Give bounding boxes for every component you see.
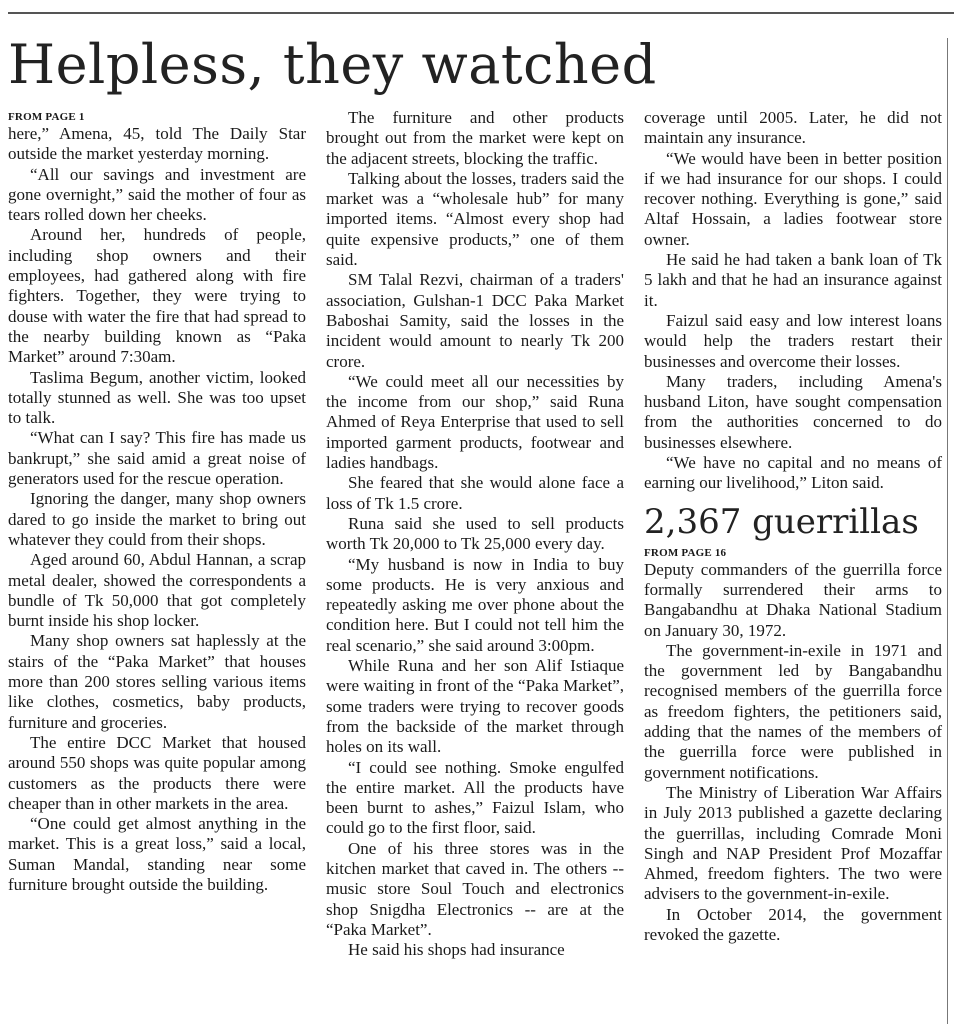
paragraph: Many shop owners sat haplessly at the stairs of the “Paka Market” that houses more than 200 stores selling various items like clothes, cosmetics, baby products, furniture and groceries. [8,631,306,732]
paragraph: The entire DCC Market that housed around 550 shops was quite popular among customers as the products there were cheaper than in other markets in the area. [8,732,306,813]
paragraph: Runa said she used to sell products worth Tk 20,000 to Tk 25,000 every day. [326,513,624,554]
article-column-3 [644,108,942,945]
jump-from-label: FROM PAGE 1 [8,111,85,123]
right-column-rule [947,38,948,1024]
paragraph: “We could meet all our necessities by the income from our shop,” said Runa Ahmed of Reya Enterprise that used to sell imported garment products, footwear and ladies handbags. [326,371,624,473]
paragraph: While Runa and her son Alif Istiaque were waiting in front of the “Paka Market”, some traders were trying to recover goods from the backside of the market through holes on its wall. [326,656,624,757]
paragraph: The Ministry of Liberation War Affairs in July 2013 published a gazette declaring the guerrillas, including Comrade Moni Singh and NAP President Prof Mozaffar Ahmed, freedom fighters. The two were advisers to the government-in-exile. [644,782,942,904]
paragraph: He said his shops had insurance [348,940,565,960]
paragraph: “We would have been in better position if we had insurance for our shops. I could recover nothing. Everything is gone,” said Altaf Hossain, a ladies footwear store owner. [644,148,942,249]
paragraph: Aged around 60, Abdul Hannan, a scrap metal dealer, showed the correspondents a bundle of Tk 50,000 that got completely burnt inside his shop locker. [8,550,306,631]
paragraph: “What can I say? This fire has made us bankrupt,” she said amid a great noise of generators used for the rescue operation. [8,428,306,489]
paragraph: SM Talal Rezvi, chairman of a traders' association, Gulshan-1 DCC Paka Market Baboshai Samity, said the losses in the incident would amount to nearly Tk 200 crore. [326,270,624,371]
paragraph: here,” Amena, 45, told The Daily Star outside the market yesterday morning. [8,124,306,164]
paragraph: “All our savings and investment are gone overnight,” said the mother of four as tears rolled down her cheeks. [8,164,306,225]
paragraph: She feared that she would alone face a loss of Tk 1.5 crore. [326,473,624,513]
paragraph: Taslima Begum, another victim, looked totally stunned as well. She was too upset to talk. [8,367,306,428]
paragraph: “We have no capital and no means of earning our livelihood,” Liton said. [644,453,942,493]
paragraph: Faizul said easy and low interest loans would help the traders restart their businesses and overcome their losses. [644,310,942,371]
article-column-1 [8,108,306,895]
paragraph: Many traders, including Amena's husband Liton, have sought compensation from the authorities concerned to do businesses elsewhere. [644,371,942,452]
paragraph: “My husband is now in India to buy some products. He is very anxious and repeatedly asking me over phone about the condition here. But I could not tell him the real scenario,” she said around 3:00pm. [326,554,624,655]
article-headline: Helpless, they watched [8,33,657,96]
paragraph: “I could see nothing. Smoke engulfed the entire market. All the products have been burnt to ashes,” Faizul Islam, who could go to the first floor, said. [326,757,624,838]
jump-from-label: FROM PAGE 16 [644,546,727,559]
second-article-headline: 2,367 guerrillas [644,501,919,542]
paragraph: coverage until 2005. Later, he did not maintain any insurance. [644,108,942,148]
paragraph: The furniture and other products brought out from the market were kept on the adjacent streets, blocking the traffic. [326,108,624,168]
paragraph: One of his three stores was in the kitchen market that caved in. The others -- music store Soul Touch and electronics shop Snigdha Electronics -- are at the “Paka Market”. [326,838,624,939]
paragraph: “One could get almost anything in the market. This is a great loss,” said a local, Suman Mandal, standing near some furniture brought outside the building. [8,814,306,894]
top-rule [8,12,954,14]
paragraph: Deputy commanders of the guerrilla force formally surrendered their arms to Bangabandhu at Dhaka National Stadium on January 30, 1972. [644,559,942,640]
paragraph: The government-in-exile in 1971 and the government led by Bangabandhu recognised members of the guerrilla force as freedom fighters, the petitioners said, adding that the names of the members of the guerrilla force were published in government notifications. [644,640,942,782]
paragraph: Ignoring the danger, many shop owners dared to go inside the market to bring out whatever they could from their shops. [8,489,306,549]
paragraph: Talking about the losses, traders said the market was a “wholesale hub” for many imported items. “Almost every shop had quite expensive products,” one of them said. [326,168,624,270]
paragraph: He said he had taken a bank loan of Tk 5 lakh and that he had an insurance against it. [644,250,942,310]
paragraph: In October 2014, the government revoked the gazette. [644,904,942,944]
paragraph: Around her, hundreds of people, including shop owners and their employees, had gathered along with fire fighters. Together, they were trying to douse with water the fire that had spread to the nearby building known as “Paka Market” around 7:30am. [8,225,306,367]
article-column-2 [326,108,624,960]
